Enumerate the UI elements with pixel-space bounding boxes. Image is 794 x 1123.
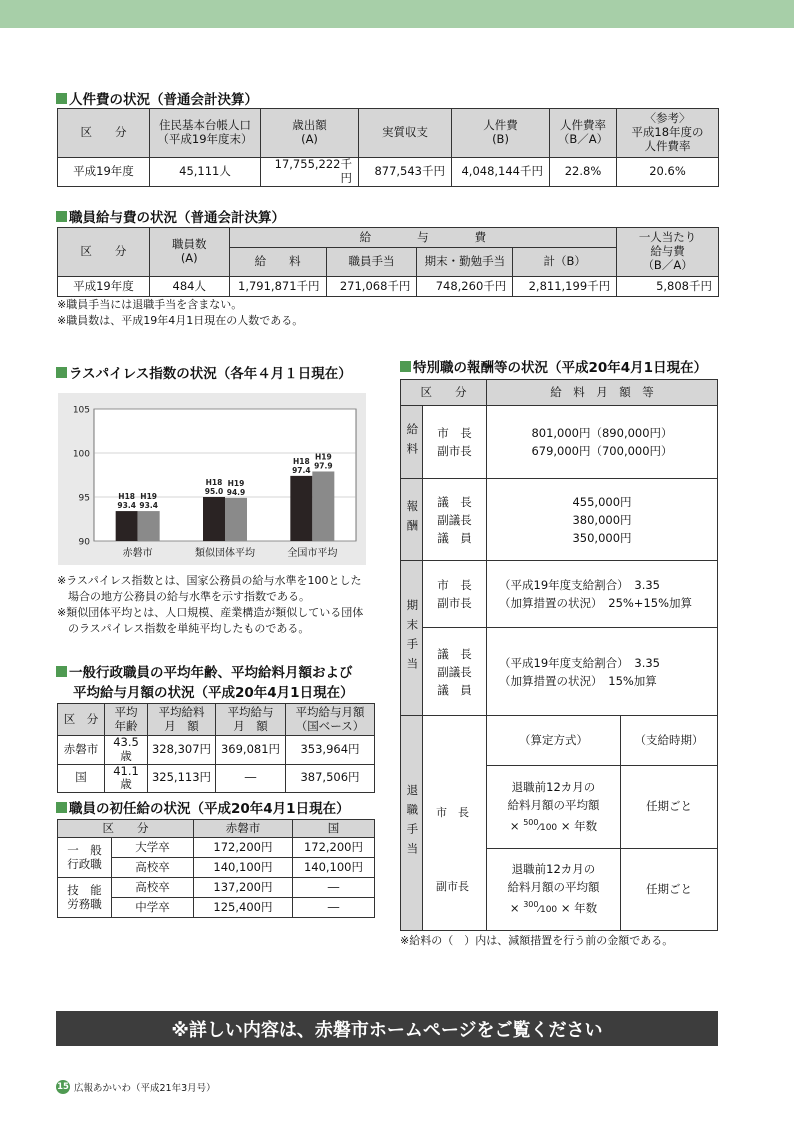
data-label: 97.9: [314, 461, 333, 471]
homepage-banner: ※詳しい内容は、赤磐市ホームページをご覧ください: [56, 1011, 718, 1046]
header-cell: 人件費 (B): [452, 109, 550, 158]
y-tick-label: 90: [78, 537, 90, 548]
header-cell: 平均給料 月 額: [148, 704, 216, 736]
table-row: 退職前12カ月の 給料月額の平均額 × $^{500}$⁄100 × 年数 任期ごと: [401, 766, 718, 849]
special-note: ※給料の（ ）内は、減額措置を行う前の金額である。: [400, 934, 674, 947]
section-title-laspeyres: ラスパイレス指数の状況（各年４月１日現在）: [56, 362, 352, 382]
retire-mayor-label: 市 長: [436, 806, 469, 819]
laspeyres-note-3: ※類似団体平均とは、人口規模、産業構造が類似している団体: [57, 606, 364, 619]
header-cell: 住民基本台帳人口 （平成19年度末）: [150, 109, 261, 158]
table-row: 平成19年度 484人 1,791,871千円 271,068千円 748,260千円 2,811,199千円 5,808千円: [58, 277, 719, 297]
header-cell: 平均給与 月 額: [216, 704, 286, 736]
laspeyres-note-4: のラスパイレス指数を単純平均したものである。: [57, 622, 310, 635]
bar-h19: [312, 471, 334, 541]
average-table: [57, 703, 375, 793]
y-tick-label: 95: [78, 493, 90, 504]
section-title-average-line2: 平均給与月額の状況（平成20年4月1日現在）: [73, 685, 354, 701]
data-label: 95.0: [204, 487, 224, 496]
header-cell: 一人当たり 給与費 （B／A）: [617, 228, 719, 277]
section-title-starting: 職員の初任給の状況（平成20年4月1日現在）: [56, 797, 350, 817]
header-cell: 区 分: [58, 109, 150, 158]
header-cell: 赤磐市: [193, 820, 292, 838]
header-cell: 人件費率 （B／A）: [550, 109, 617, 158]
header-cell: 区 分: [401, 380, 487, 406]
footer: [56, 1080, 216, 1094]
bar-h19: [225, 498, 247, 541]
bar-h19: [138, 511, 160, 541]
header-cell: 職員手当: [326, 248, 417, 277]
special-position-table: [400, 379, 718, 931]
series-label: H19: [140, 492, 158, 502]
header-cell: 給 与 費: [229, 228, 617, 248]
table-row: 技 能 労務職 高校卒 137,200円 ―: [58, 878, 375, 898]
header-cell: 区 分: [58, 704, 105, 736]
table-row: 一 般 行政職 大学卒 172,200円 172,200円: [58, 838, 375, 858]
salary-note-1: ※職員手当には退職手当を含まない。: [57, 298, 243, 311]
header-cell: 平均給与月額 （国ベース）: [286, 704, 375, 736]
data-label: 93.4: [117, 501, 136, 511]
square-bullet-icon: [56, 367, 67, 378]
laspeyres-note-2: 場合の地方公務員の給与水準を示す指数である。: [57, 590, 310, 603]
header-cell: 給 料: [229, 248, 326, 277]
header-cell: 職員数 (A): [149, 228, 229, 277]
section-title-personnel: 人件費の状況（普通会計決算）: [56, 88, 258, 108]
section-title-special: 特別職の報酬等の状況（平成20年4月1日現在）: [400, 356, 707, 376]
series-label: H18: [118, 492, 136, 502]
header-cell: 歳出額 (A): [261, 109, 359, 158]
data-label: 94.9: [226, 487, 246, 497]
header-cell: 実質収支: [359, 109, 452, 158]
top-color-bar: [0, 0, 794, 28]
square-bullet-icon: [56, 802, 67, 813]
starting-salary-table: [57, 819, 375, 918]
series-label: H19: [227, 478, 245, 488]
table-row: 退職手当 （算定方式） （支給時期）: [401, 716, 718, 766]
section-title-salary: 職員給与費の状況（普通会計決算）: [56, 206, 285, 226]
table-row: 高校卒 140,100円 140,100円: [58, 858, 375, 878]
series-label: H18: [292, 456, 310, 466]
laspeyres-note-1: ※ラスパイレス指数とは、国家公務員の給与水準を100とした: [57, 574, 362, 587]
section-title-average: 一般行政職員の平均年齢、平均給料月額および: [56, 661, 353, 681]
series-label: H18: [205, 478, 223, 487]
table-row: 国 41.1歳 325,113円 ― 387,506円: [58, 764, 375, 793]
table-row: 赤磐市 43.5歳 328,307円 369,081円 353,964円: [58, 736, 375, 765]
retire-vice-label: 副市長: [436, 880, 469, 893]
table-row: 報酬 議 長 副議長 議 員 455,000円 380,000円 350,000円: [401, 479, 718, 561]
square-bullet-icon: [56, 93, 67, 104]
y-tick-label: 105: [72, 405, 90, 416]
publication-name: 広報あかいわ（平成21年3月号）: [74, 1083, 216, 1094]
square-bullet-icon: [400, 361, 411, 372]
table-row: 議 長 副議長 議 員 （平成19年度支給割合） 3.35 （加算措置の状況） 15%加算: [401, 628, 718, 716]
salary-table: [57, 227, 719, 297]
header-cell: 期末・勤勉手当: [417, 248, 513, 277]
table-row: 中学卒 125,400円 ―: [58, 898, 375, 918]
bar-h18: [203, 497, 225, 541]
salary-note-2: ※職員数は、平成19年4月1日現在の人数である。: [57, 314, 304, 327]
x-tick-label: 赤磐市: [122, 548, 153, 559]
bar-h18: [116, 511, 138, 541]
laspeyres-bar-chart: [58, 393, 366, 565]
header-cell: 給 料 月 額 等: [487, 380, 718, 406]
table-row: 給料 市 長 副市長 801,000円（890,000円） 679,000円（700,000円）: [401, 406, 718, 479]
header-cell: 区 分: [58, 228, 150, 277]
series-label: H19: [314, 452, 332, 462]
data-label: 97.4: [292, 465, 311, 475]
data-label: 93.4: [139, 501, 158, 511]
y-tick-label: 100: [72, 449, 90, 460]
personnel-table: [57, 108, 719, 187]
page-number: 15: [57, 1082, 69, 1092]
table-row: 退職前12カ月の 給料月額の平均額 × $^{300}$⁄100 × 年数 任期ごと: [401, 849, 718, 931]
bar-h18: [290, 476, 312, 541]
header-cell: 国: [292, 820, 374, 838]
table-row: 期末手当 市 長 副市長 （平成19年度支給割合） 3.35 （加算措置の状況） 25%+15%加算: [401, 561, 718, 628]
header-cell: 区 分: [58, 820, 194, 838]
header-cell: 計（B）: [513, 248, 617, 277]
header-cell: 平均 年齢: [105, 704, 148, 736]
table-row: 平成19年度 45,111人 17,755,222千円 877,543千円 4,048,144千円 22.8% 20.6%: [58, 158, 719, 187]
square-bullet-icon: [56, 211, 67, 222]
x-tick-label: 類似団体平均: [195, 548, 255, 559]
x-tick-label: 全国市平均: [287, 548, 338, 559]
header-cell: 〈参考〉 平成18年度の 人件費率: [617, 109, 719, 158]
square-bullet-icon: [56, 666, 67, 677]
